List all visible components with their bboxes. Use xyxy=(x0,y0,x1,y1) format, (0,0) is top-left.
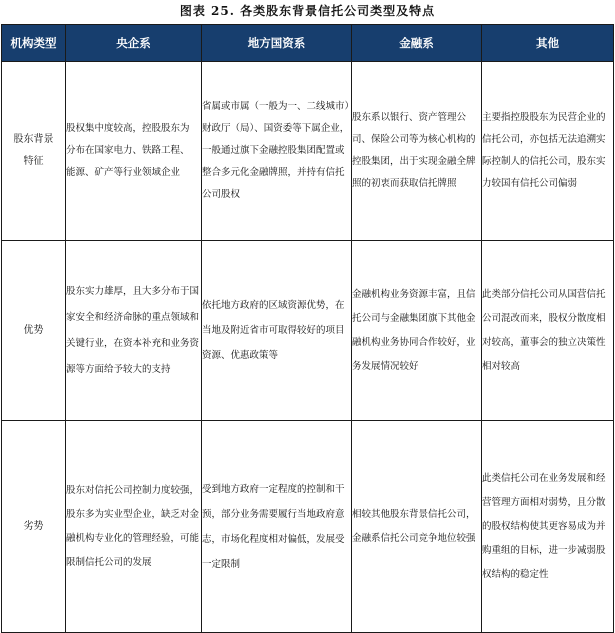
header-financial: 金融系 xyxy=(352,25,482,62)
row-label-line: 优势 xyxy=(23,324,44,336)
table-row-shareholder-background xyxy=(2,62,614,241)
table-cell: 金融机构业务资源丰富，且信托公司与金融集团旗下其他金融机构业务协同合作较好，业务发展情况较好 xyxy=(352,241,482,421)
header-institution-type: 机构类型 xyxy=(2,25,66,62)
header-central-soe: 央企系 xyxy=(66,25,202,62)
header-other: 其他 xyxy=(482,25,614,62)
row-label-shareholder-background xyxy=(2,62,66,241)
header-row xyxy=(2,25,614,62)
table-row-disadvantages xyxy=(2,421,614,633)
row-label-line: 股东背景 xyxy=(13,134,54,145)
table-cell: 股东对信托公司控制力度较强，股东多为实业型企业，缺乏对金融机构专业化的管理经验，可能限制信托公司的发展 xyxy=(66,421,202,633)
table-cell: 相较其他股东背景信托公司，金融系信托公司竞争地位较强 xyxy=(352,421,482,633)
table-cell: 受到地方政府一定程度的控制和干预，部分业务需要履行当地政府意志，市场化程度相对偏低，发展受一定限制 xyxy=(202,421,352,633)
table-cell: 省属或市属（一般为一、二线城市）财政厅（局）、国资委等下属企业，一般通过旗下金融控股集团配置或整合多元化金融牌照，并持有信托公司股权 xyxy=(202,62,352,241)
row-label-line: 特征 xyxy=(23,156,44,167)
table-row-advantages xyxy=(2,241,614,421)
table-caption: 图表 25. 各类股东背景信托公司类型及特点 xyxy=(179,4,436,18)
row-label-line: 劣势 xyxy=(23,520,44,532)
table-cell: 股东系以银行、资产管理公司、保险公司等为核心机构的控股集团，出于实现金融全牌照的初衷而获取信托牌照 xyxy=(352,62,482,241)
row-label-advantages xyxy=(2,241,66,421)
table-cell: 主要指控股股东为民营企业的信托公司，亦包括无法追溯实际控制人的信托公司，股东实力较国有信托公司偏弱 xyxy=(482,62,614,241)
table-cell: 此类信托公司在业务发展和经营管理方面相对弱势，且分散的股权结构使其更容易成为并购重组的目标，进一步减弱股权结构的稳定性 xyxy=(482,421,614,633)
table-cell: 股东实力雄厚，且大多分布于国家安全和经济命脉的重点领域和关键行业，在资本补充和业务资源等方面给予较大的支持 xyxy=(66,241,202,421)
table-cell: 此类部分信托公司从国营信托公司混改而来，股权分散度相对较高，董事会的独立决策性相对较高 xyxy=(482,241,614,421)
header-local-state-owned: 地方国资系 xyxy=(202,25,352,62)
table-cell: 股权集中度较高，控股股东为分布在国家电力、铁路工程、能源、矿产等行业领域企业 xyxy=(66,62,202,241)
table-cell: 依托地方政府的区域资源优势，在当地及附近省市可取得较好的项目资源、优惠政策等 xyxy=(202,241,352,421)
row-label-disadvantages xyxy=(2,421,66,633)
comparison-table xyxy=(1,24,614,633)
